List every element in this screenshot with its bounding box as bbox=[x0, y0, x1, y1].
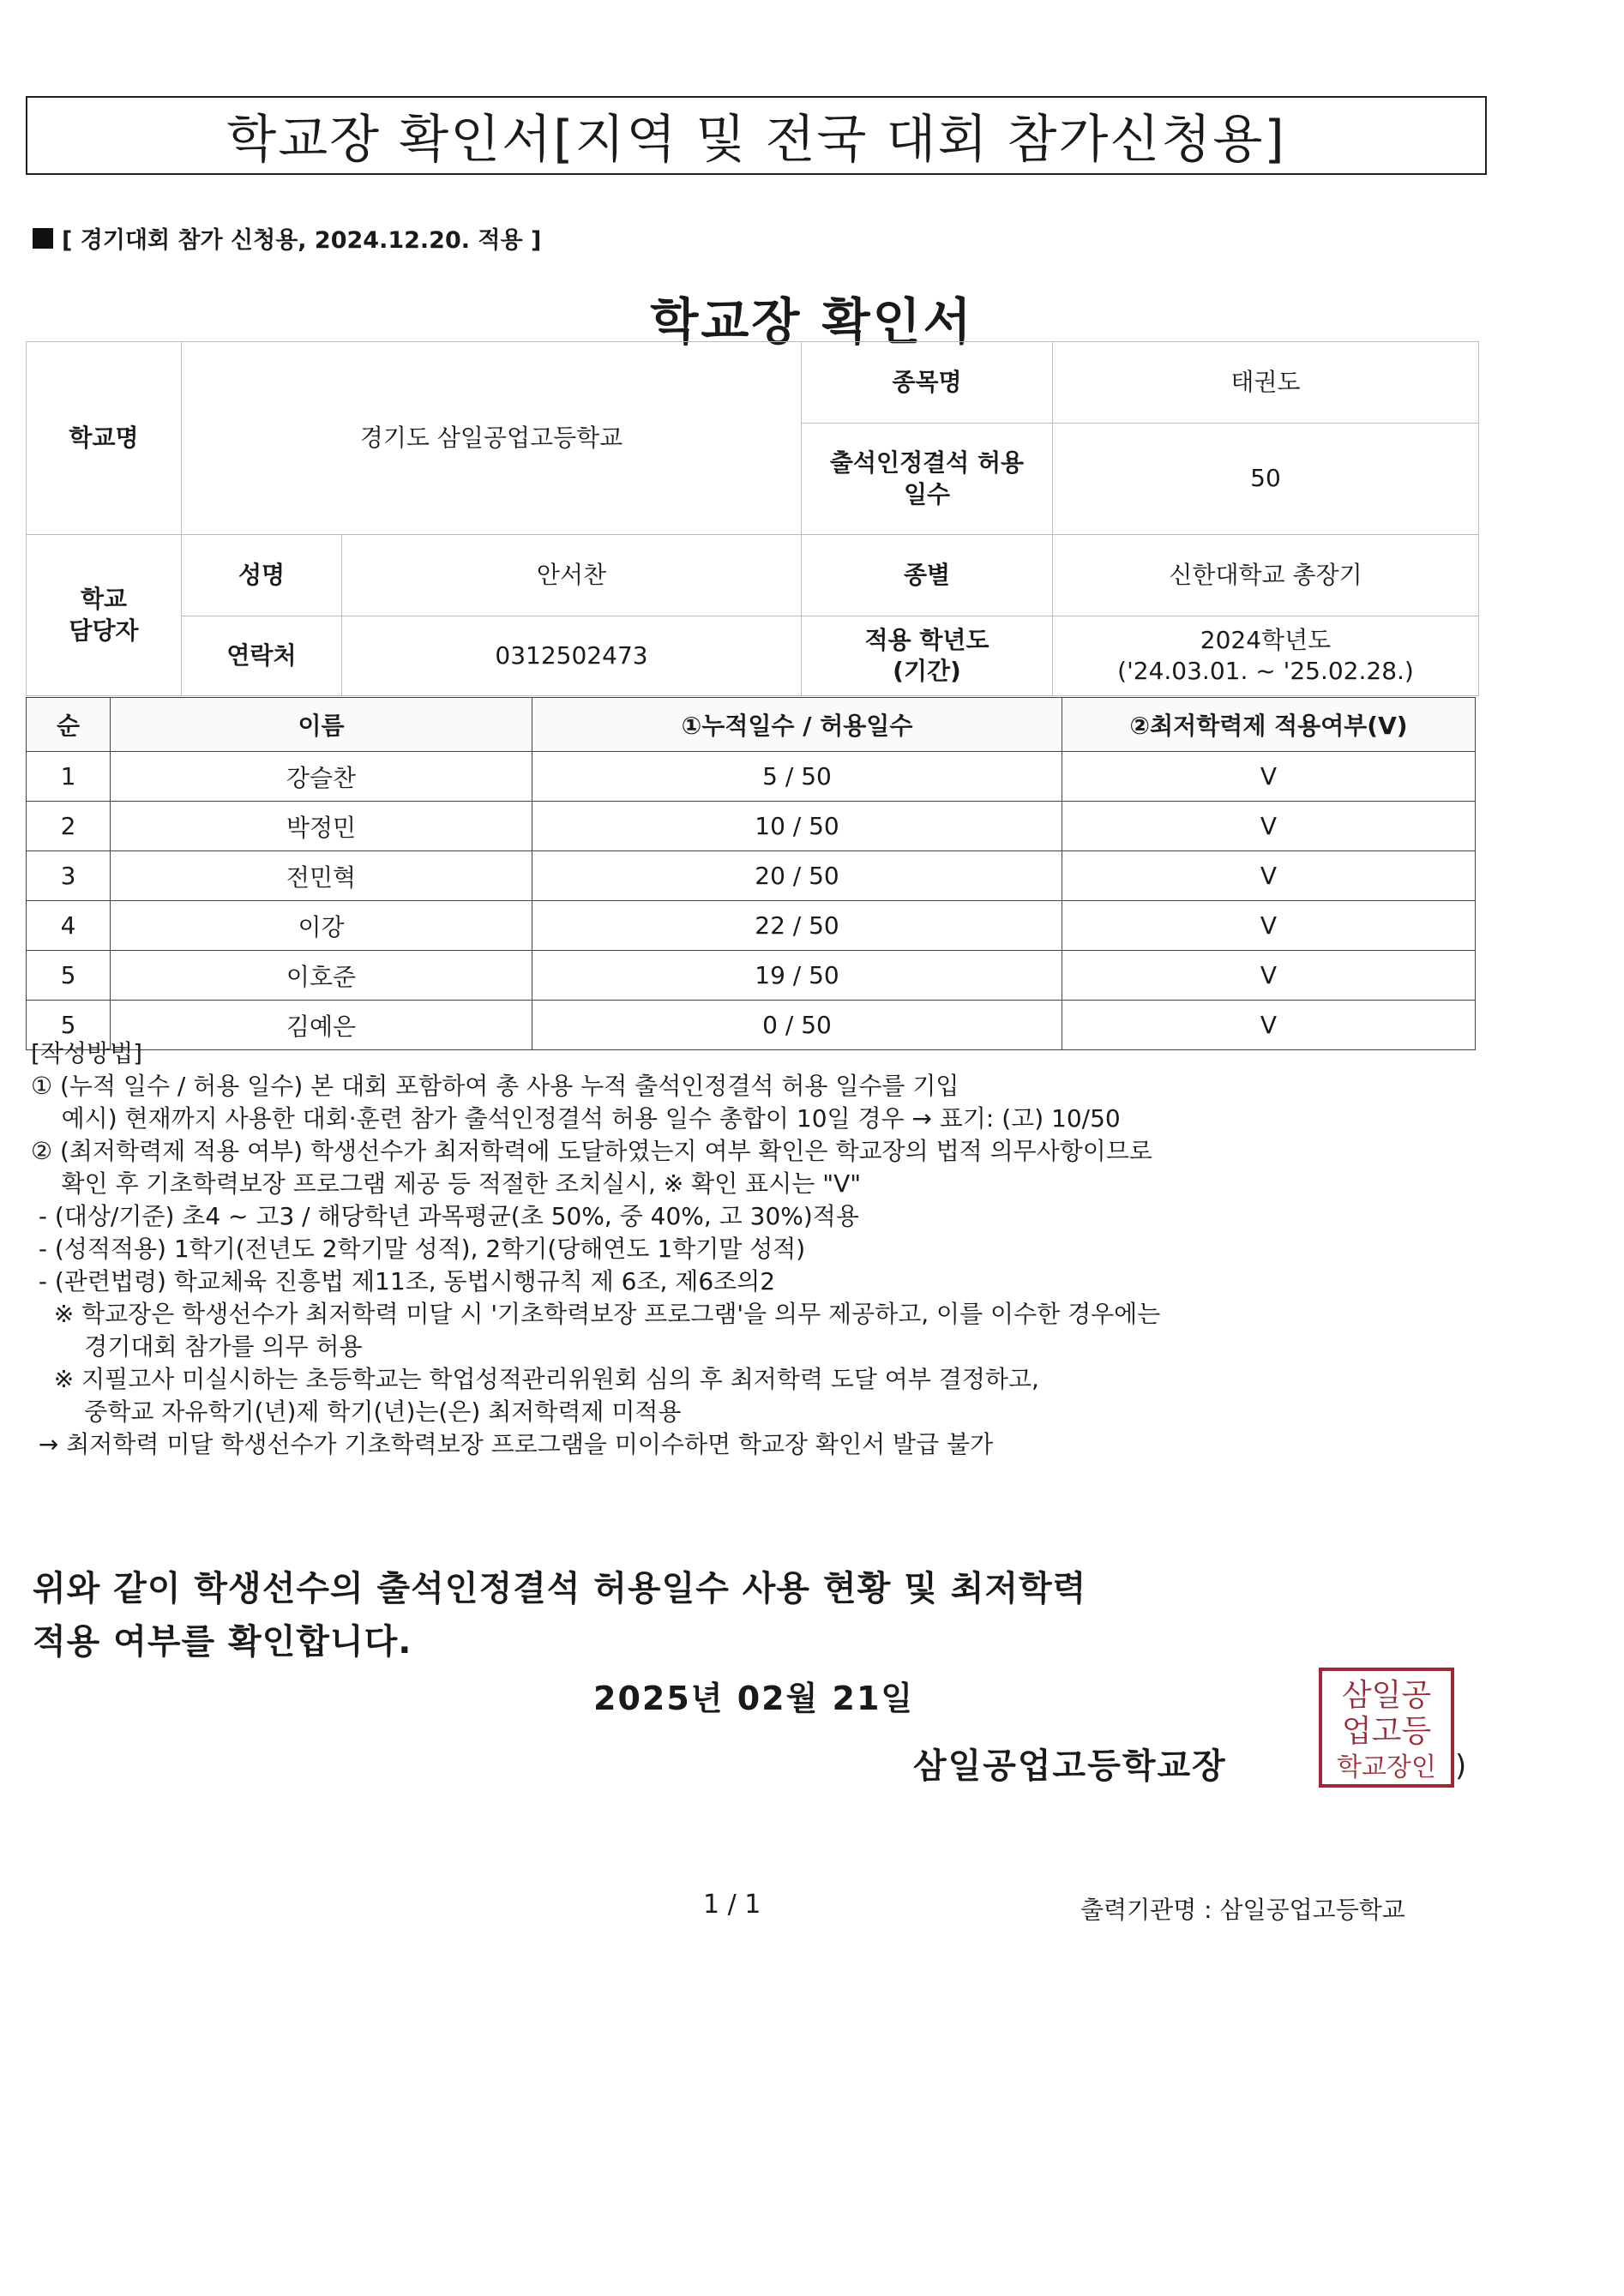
school-year-label-line2: (기간) bbox=[893, 657, 961, 685]
staff-label bbox=[27, 535, 182, 696]
page-number: 1 / 1 bbox=[703, 1890, 761, 1920]
confirmation-statement bbox=[33, 1562, 1086, 1668]
row-check: V bbox=[1062, 752, 1476, 802]
allowed-days-label-line1: 출석인정결석 허용 bbox=[829, 448, 1025, 478]
row-name: 박정민 bbox=[111, 802, 532, 851]
confirmation-line2: 적용 여부를 확인합니다. bbox=[33, 1622, 412, 1662]
issuing-organization: 출력기관명 : 삼일공업고등학교 bbox=[1080, 1896, 1405, 1924]
col-header-check: ②최저학력제 적용여부(V) bbox=[1062, 698, 1476, 752]
staff-label-line1: 학교 bbox=[80, 585, 128, 614]
instruction-line: 경기대회 참가를 의무 허용 bbox=[31, 1332, 363, 1361]
row-days: 20 / 50 bbox=[532, 851, 1062, 901]
event-label: 종목명 bbox=[802, 342, 1053, 424]
allowed-days-label-line2: 일수 bbox=[903, 479, 951, 508]
row-name: 김예은 bbox=[111, 1001, 532, 1050]
instruction-line: → 최저학력 미달 학생선수가 기초학력보장 프로그램을 미이수하면 학교장 확인서 발급 불가 bbox=[31, 1430, 994, 1458]
usage-tag bbox=[33, 221, 541, 255]
seal-closing-paren: ) bbox=[1455, 1749, 1467, 1783]
instruction-line: 확인 후 기초학력보장 프로그램 제공 등 적절한 조치실시, ※ 확인 표시는 "V" bbox=[31, 1169, 862, 1198]
instruction-line: ※ 학교장은 학생선수가 최저학력 미달 시 '기초학력보장 프로그램'을 의무 제공하고, 이를 이수한 경우에는 bbox=[31, 1300, 1161, 1328]
row-check: V bbox=[1062, 851, 1476, 901]
table-row bbox=[27, 752, 1476, 802]
issue-date: 2025년 02월 21일 bbox=[593, 1680, 915, 1717]
instruction-line: [작성방법] bbox=[31, 1039, 143, 1067]
confirmation-line1: 위와 같이 학생선수의 출석인정결석 허용일수 사용 현황 및 최저학력 bbox=[33, 1569, 1087, 1608]
col-header-days: ①누적일수 / 허용일수 bbox=[532, 698, 1062, 752]
row-check: V bbox=[1062, 901, 1476, 951]
school-info-table bbox=[26, 341, 1479, 696]
instruction-line: - (관련법령) 학교체육 진흥법 제11조, 동법시행규칙 제 6조, 제6조의2 bbox=[31, 1267, 776, 1295]
principal-signature-name: 삼일공업고등학교장 bbox=[913, 1746, 1227, 1786]
document-title: 학교장 확인서 bbox=[650, 292, 974, 351]
row-no: 1 bbox=[27, 752, 111, 802]
allowed-days-value: 50 bbox=[1053, 424, 1479, 535]
row-check: V bbox=[1062, 802, 1476, 851]
row-days: 22 / 50 bbox=[532, 901, 1062, 951]
staff-name-value: 안서찬 bbox=[342, 535, 802, 616]
school-year-label-line1: 적용 학년도 bbox=[864, 625, 989, 654]
table-row bbox=[27, 901, 1476, 951]
row-name: 전민혁 bbox=[111, 851, 532, 901]
instruction-line: - (성적적용) 1학기(전년도 2학기말 성적), 2학기(당해연도 1학기말 성적) bbox=[31, 1235, 806, 1263]
writing-instructions bbox=[31, 1037, 1489, 1461]
table-row bbox=[27, 951, 1476, 1001]
row-days: 10 / 50 bbox=[532, 802, 1062, 851]
instruction-line: ② (최저학력제 적용 여부) 학생선수가 최저학력에 도달하였는지 여부 확인은 학교장의 법적 의무사항이므로 bbox=[31, 1137, 1152, 1165]
row-no: 3 bbox=[27, 851, 111, 901]
allowed-days-label bbox=[802, 424, 1053, 535]
school-year-label bbox=[802, 616, 1053, 696]
seal-graphic bbox=[1322, 1671, 1451, 1784]
row-no: 5 bbox=[27, 951, 111, 1001]
usage-tag-text: [ 경기대회 참가 신청용, 2024.12.20. 적용 ] bbox=[62, 227, 542, 254]
instruction-line: 중학교 자유학기(년)제 학기(년)는(은) 최저학력제 미적용 bbox=[31, 1397, 682, 1426]
instruction-line: ① (누적 일수 / 허용 일수) 본 대회 포함하여 총 사용 누적 출석인정결석 허용 일수를 기입 bbox=[31, 1072, 959, 1100]
competition-type-value: 신한대학교 총장기 bbox=[1053, 535, 1479, 616]
document-header-title: 학교장 확인서[지역 및 전국 대회 참가신청용] bbox=[26, 96, 1487, 175]
staff-name-label: 성명 bbox=[182, 535, 342, 616]
contact-label: 연락처 bbox=[182, 616, 342, 696]
school-year-value bbox=[1053, 616, 1479, 696]
row-no: 2 bbox=[27, 802, 111, 851]
school-name-label: 학교명 bbox=[27, 342, 182, 535]
competition-type-label: 종별 bbox=[802, 535, 1053, 616]
table-row bbox=[27, 802, 1476, 851]
seal-text-row3: 학교장인 bbox=[1337, 1752, 1436, 1782]
col-header-no: 순 bbox=[27, 698, 111, 752]
contact-value: 0312502473 bbox=[342, 616, 802, 696]
row-days: 0 / 50 bbox=[532, 1001, 1062, 1050]
square-bullet-icon bbox=[33, 228, 53, 249]
instruction-line: ※ 지필고사 미실시하는 초등학교는 학업성적관리위원회 심의 후 최저학력 도달 여부 결정하고, bbox=[31, 1365, 1039, 1393]
staff-label-line2: 담당자 bbox=[69, 616, 139, 645]
row-no: 4 bbox=[27, 901, 111, 951]
instruction-line: - (대상/기준) 초4 ~ 고3 / 해당학년 과목평균(초 50%, 중 40%, 고 30%)적용 bbox=[31, 1202, 859, 1230]
instruction-line: 예시) 현재까지 사용한 대회·훈련 참가 출석인정결석 허용 일수 총합이 10일 경우 → 표기: (고) 10/50 bbox=[31, 1104, 1121, 1133]
school-name-value: 경기도 삼일공업고등학교 bbox=[182, 342, 802, 535]
row-name: 강슬찬 bbox=[111, 752, 532, 802]
row-days: 19 / 50 bbox=[532, 951, 1062, 1001]
row-days: 5 / 50 bbox=[532, 752, 1062, 802]
school-year-value-line1: 2024학년도 bbox=[1200, 625, 1332, 654]
col-header-name: 이름 bbox=[111, 698, 532, 752]
row-name: 이호준 bbox=[111, 951, 532, 1001]
row-name: 이강 bbox=[111, 901, 532, 951]
table-row bbox=[27, 851, 1476, 901]
row-check: V bbox=[1062, 1001, 1476, 1050]
row-no: 5 bbox=[27, 1001, 111, 1050]
seal-text-row1: 삼일공 bbox=[1341, 1678, 1432, 1713]
official-seal-stamp bbox=[1319, 1668, 1454, 1788]
event-value: 태권도 bbox=[1053, 342, 1479, 424]
school-year-value-line2: ('24.03.01. ~ '25.02.28.) bbox=[1117, 657, 1414, 685]
row-check: V bbox=[1062, 951, 1476, 1001]
seal-text-row2: 업고등 bbox=[1341, 1714, 1432, 1749]
student-list-table bbox=[26, 697, 1476, 1050]
